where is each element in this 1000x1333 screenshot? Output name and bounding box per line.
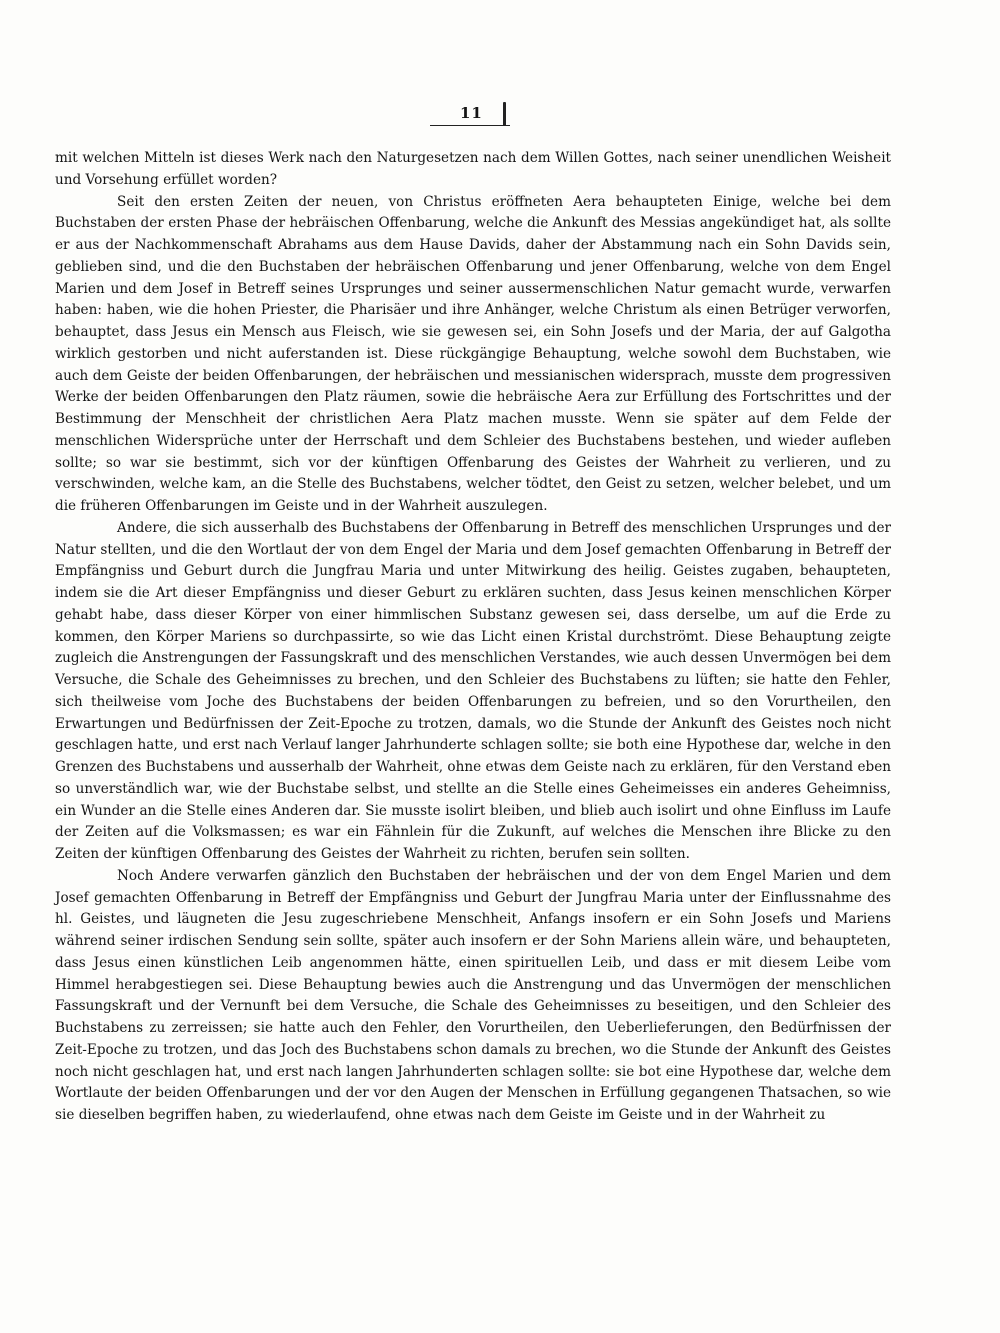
header-mark (503, 102, 506, 126)
body-text (55, 148, 891, 1127)
paragraph: Andere, die sich ausserhalb des Buchstabens der Offenbarung in Betreff des menschlichen Ursprunges und der Natur stellten, und die den Wortlaut der von dem Engel der Maria und dem Josef gemachten Offenbarung in Betreff der Empfängniss und Geburt durch die Jungfrau Maria und unter Mitwirkung des heilig. Geistes zugaben, behaupteten, indem sie die Art dieser Empfängniss und dieser Geburt zu erklären suchten, dass Jesus keinen menschlichen Körper gehabt habe, dass dieser Körper von einer himmlischen Substanz gewesen sei, dass derselbe, um auf die Erde zu kommen, den Körper Mariens so durchpassirte, so wie das Licht einen Kristal durchströmt. Diese Behauptung zeigte zugleich die Anstrengungen der Fassungskraft und des menschlichen Verstandes, wie auch dessen Unvermögen bei dem Versuche, die Schale des Geheimnisses zu brechen, und den Schleier des Buchstabens zu lüften; sie hatte den Fehler, sich theilweise vom Joche des Buchstabens der beiden Offenbarungen zu befreien, und so den Vorurtheilen, den Erwartungen und Bedürfnissen der Zeit-Epoche zu trotzen, damals, wo die Stunde der Ankunft des Geistes noch nicht geschlagen hatte, und erst nach Verlauf langer Jahrhunderte schlagen sollte; sie both eine Hypothese dar, welche in den Grenzen des Buchstabens und ausserhalb der Wahrheit, ohne etwas dem Geiste nach zu erklären, für den Verstand eben so unverständlich war, wie der Buchstabe selbst, und stellte an die Stelle eines Geheimeisses ein anderes Geheimniss, ein Wunder an die Stelle eines Anderen dar. Sie musste isolirt bleiben, und blieb auch isolirt und ohne Einfluss im Laufe der Zeiten auf die Volksmassen; es war ein Fähnlein für die Zukunft, auf welches die Menschen ihre Blicke zu den Zeiten der künftigen Offenbarung des Geistes der Wahrheit zu richten, berufen sein sollten. (55, 519, 891, 862)
paragraph: Noch Andere verwarfen gänzlich den Buchstaben der hebräischen und der von dem Engel Marien und dem Josef gemachten Offenbarung in Betreff der Empfängniss und Geburt der Jungfrau Maria unter der Einflussnahme des hl. Geistes, und läugneten die Jesu zugeschriebene Menschheit, Anfangs insofern er ein Sohn Josefs und Mariens während seiner irdischen Sendung sein sollte, später auch insofern er der Sohn Mariens allein wäre, und behaupteten, dass Jesus einen künstlichen Leib angenommen hätte, einen spirituellen Leib, und dass er mit diesem Leibe vom Himmel herabgestiegen sei. Diese Behauptung bewies auch die Anstrengung und das Unvermögen der menschlichen Fassungskraft und der Vernunft bei dem Versuche, die Schale des Geheimnisses zu beseitigen, und den Schleier des Buchstabens zu zerreissen; sie hatte auch den Fehler, den Vorurtheilen, den Ueberlieferungen, den Bedürfnissen der Zeit-Epoche zu trotzen, und das Joch des Buchstabens schon damals zu brechen, wo die Stunde der Ankunft des Geistes noch nicht geschlagen hat, und erst nach langen Jahrhunderten schlagen sollte: sie bot eine Hypothese dar, welche dem Wortlaute der beiden Offenbarungen und der vor den Augen der Menschen in Erfüllung gegangenen Thatsachen, so wie sie dieselben begriffen haben, zu wiederlaufend, ohne etwas nach dem Geiste im Geiste und in der Wahrheit zu (55, 867, 891, 1123)
header-rule (430, 125, 510, 126)
page-header (430, 100, 520, 130)
paragraph: Seit den ersten Zeiten der neuen, von Christus eröffneten Aera behaupteten Einige, welche bei dem Buchstaben der ersten Phase der hebräischen Offenbarung, welche die Ankunft des Messias angekündiget hat, als sollte er aus der Nachkommenschaft Abrahams aus dem Hause Davids, daher der Abstammung nach ein Sohn Davids sein, geblieben sind, und die den Buchstaben der hebräischen Offenbarung und jener Offenbarung, welche von dem Engel Marien und dem Josef in Betreff seines Ursprunges und seiner aussermenschlichen Natur gemacht wurde, verwarfen haben: haben, wie die hohen Priester, die Pharisäer und ihre Anhänger, welche Christum als einen Betrüger verworfen, behauptet, dass Jesus ein Mensch aus Fleisch, wie sie gewesen sei, ein Sohn Josefs und der Maria, der auf Galgotha wirklich gestorben und nicht auferstanden ist. Diese rückgängige Behauptung, welche sowohl dem Buchstaben, wie auch dem Geiste der beiden Offenbarungen, der hebräischen und messianischen widersprach, musste dem progressiven Werke der beiden Offenbarungen den Platz räumen, sowie die hebräische Aera zur Erfüllung des Fortschrittes und der Bestimmung der Menschheit der christlichen Aera Platz machen musste. Wenn sie später auf dem Felde der menschlichen Widersprüche unter der Herrschaft und dem Schleier des Buchstabens bestehen, und wieder aufleben sollte; so war sie bestimmt, sich vor der künftigen Offenbarung des Geistes der Wahrheit zu verlieren, und zu verschwinden, welche kam, an die Stelle des Buchstabens, welcher tödtet, den Geist zu setzen, welcher belebet, und um die früheren Offenbarungen im Geiste und in der Wahrheit auszulegen. (55, 193, 891, 514)
paragraph-continuation: mit welchen Mitteln ist dieses Werk nach den Naturgesetzen nach dem Willen Gottes, nach seiner unendlichen Weisheit und Vorsehung erfüllet worden? (55, 150, 891, 188)
page-number: 11 (460, 104, 483, 122)
